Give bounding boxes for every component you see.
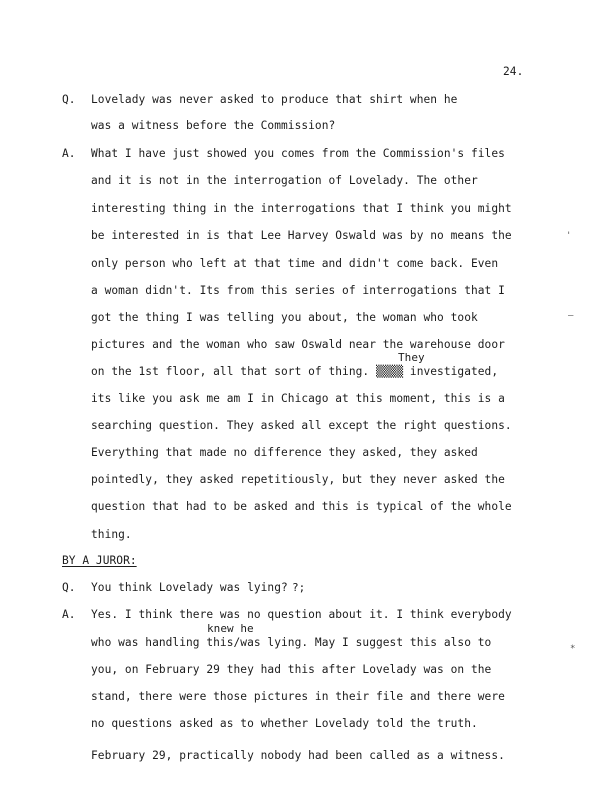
- answer-text-line: on the 1st floor, all that sort of thing. ▒▒▒▒ investigated,: [91, 365, 499, 378]
- scan-mark: —: [568, 311, 574, 321]
- answer-text-line: who was handling this/was lying. May I suggest this also to: [91, 636, 492, 649]
- answer-text-line: Yes. I think there was no question about it. I think everybody: [91, 608, 512, 621]
- answer-text-line: its like you ask me am I in Chicago at this moment, this is a: [91, 392, 505, 405]
- answer-text-line: stand, there were those pictures in their file and there were: [91, 690, 505, 703]
- scan-mark: *: [570, 644, 576, 654]
- question-text-line: Lovelady was never asked to produce that shirt when he: [91, 93, 458, 106]
- answer-text-line: be interested in is that Lee Harvey Oswald was by no means the: [91, 229, 512, 242]
- question-text-line: was a witness before the Commission?: [91, 119, 336, 132]
- handwritten-insert: They: [398, 351, 425, 364]
- answer-text-line: What I have just showed you comes from the Commission's files: [91, 147, 505, 160]
- answer-text-line: a woman didn't. Its from this series of interrogations that I: [91, 284, 505, 297]
- answer-text-line: interesting thing in the interrogations that I think you might: [91, 202, 512, 215]
- question-label: Q.: [62, 93, 76, 106]
- question-text-line: You think Lovelady was lying?: [91, 581, 288, 594]
- answer-text-line: only person who left at that time and didn't come back. Even: [91, 257, 499, 270]
- answer-text-line: February 29, practically nobody had been called as a witness.: [91, 749, 505, 762]
- answer-label: A.: [62, 608, 76, 621]
- answer-text-line: and it is not in the interrogation of Lovelady. The other: [91, 174, 478, 187]
- handwritten-insert: knew he: [207, 622, 254, 635]
- answer-text-line: pictures and the woman who saw Oswald near the warehouse door: [91, 338, 505, 351]
- answer-text-line: thing.: [91, 528, 132, 541]
- section-heading: BY A JUROR:: [62, 554, 137, 567]
- answer-text-line: pointedly, they asked repetitiously, but they never asked the: [91, 473, 505, 486]
- answer-text-line: Everything that made no difference they asked, they asked: [91, 446, 478, 459]
- question-label: Q.: [62, 581, 76, 594]
- page-number: 24.: [503, 65, 524, 78]
- handwritten-annotation: ?;: [292, 581, 306, 594]
- answer-label: A.: [62, 147, 76, 160]
- answer-text-line: got the thing I was telling you about, the woman who took: [91, 311, 478, 324]
- scan-mark: ': [566, 231, 572, 241]
- answer-text-line: no questions asked as to whether Lovelady told the truth.: [91, 717, 478, 730]
- answer-text-line: searching question. They asked all except the right questions.: [91, 419, 512, 432]
- answer-text-line: you, on February 29 they had this after Lovelady was on the: [91, 663, 492, 676]
- answer-text-line: question that had to be asked and this is typical of the whole: [91, 500, 512, 513]
